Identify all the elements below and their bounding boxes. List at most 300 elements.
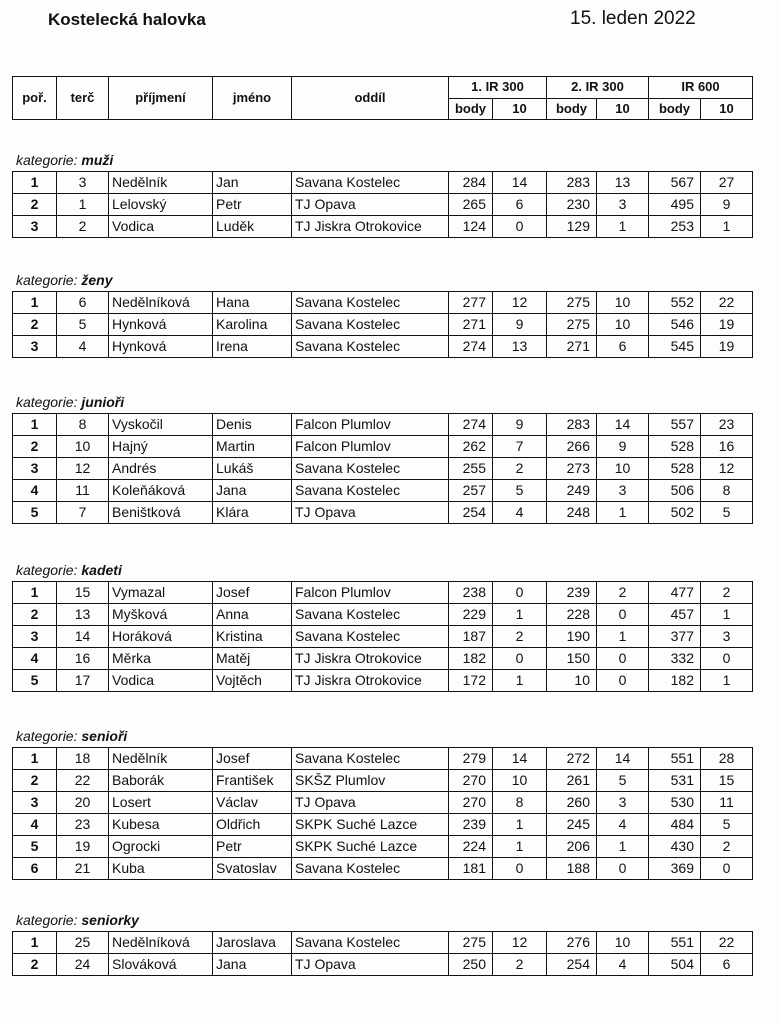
cell-ir1-body: 239 (449, 814, 493, 836)
cell-terc: 13 (57, 604, 109, 626)
cell-ir2-ten: 10 (597, 314, 649, 336)
cell-ir600-body: 557 (649, 414, 701, 436)
table-row (13, 458, 753, 480)
cell-ir1-ten: 12 (493, 292, 547, 314)
cell-oddil: Savana Kostelec (292, 858, 449, 880)
cell-por: 4 (13, 648, 57, 670)
category-table (12, 747, 753, 880)
cell-ir1-body: 182 (449, 648, 493, 670)
cell-ir600-ten: 28 (701, 748, 753, 770)
cell-ir2-body: 245 (547, 814, 597, 836)
table-row (13, 836, 753, 858)
cell-ir1-ten: 2 (493, 954, 547, 976)
cell-oddil: TJ Opava (292, 194, 449, 216)
cell-terc: 24 (57, 954, 109, 976)
cell-ir2-ten: 3 (597, 792, 649, 814)
cell-por: 2 (13, 314, 57, 336)
cell-jmeno: Hana (213, 292, 292, 314)
cell-ir2-ten: 0 (597, 604, 649, 626)
cell-ir600-ten: 0 (701, 648, 753, 670)
table-row (13, 216, 753, 238)
cell-ir600-ten: 12 (701, 458, 753, 480)
cell-terc: 17 (57, 670, 109, 692)
table-row (13, 502, 753, 524)
category-label (16, 152, 113, 168)
category-prefix: kategorie: (16, 912, 82, 928)
cell-oddil: Savana Kostelec (292, 480, 449, 502)
category-name: senioři (81, 728, 128, 744)
cell-oddil: Savana Kostelec (292, 748, 449, 770)
cell-prijmeni: Nedělníková (109, 932, 213, 954)
cell-oddil: TJ Opava (292, 502, 449, 524)
cell-ir2-body: 228 (547, 604, 597, 626)
cell-ir1-ten: 8 (493, 792, 547, 814)
cell-ir2-ten: 5 (597, 770, 649, 792)
col-header-ir600-body: body (649, 98, 701, 120)
table-row (13, 770, 753, 792)
cell-por: 2 (13, 604, 57, 626)
cell-ir1-body: 172 (449, 670, 493, 692)
cell-oddil: TJ Opava (292, 954, 449, 976)
category-name: seniorky (81, 912, 139, 928)
cell-por: 1 (13, 172, 57, 194)
cell-jmeno: Oldřich (213, 814, 292, 836)
cell-ir600-body: 477 (649, 582, 701, 604)
cell-ir2-ten: 10 (597, 932, 649, 954)
cell-terc: 21 (57, 858, 109, 880)
table-row (13, 858, 753, 880)
cell-por: 5 (13, 670, 57, 692)
cell-oddil: TJ Jiskra Otrokovice (292, 216, 449, 238)
cell-terc: 15 (57, 582, 109, 604)
cell-ir2-ten: 10 (597, 292, 649, 314)
cell-prijmeni: Lelovský (109, 194, 213, 216)
cell-prijmeni: Nedělník (109, 172, 213, 194)
cell-ir1-ten: 2 (493, 626, 547, 648)
cell-ir1-body: 284 (449, 172, 493, 194)
category-table (12, 291, 753, 358)
cell-ir600-body: 369 (649, 858, 701, 880)
cell-jmeno: Svatoslav (213, 858, 292, 880)
cell-prijmeni: Měrka (109, 648, 213, 670)
col-header-oddil: oddíl (292, 77, 449, 120)
cell-ir2-ten: 4 (597, 954, 649, 976)
table-row (13, 194, 753, 216)
cell-ir1-ten: 0 (493, 216, 547, 238)
cell-por: 6 (13, 858, 57, 880)
cell-ir1-ten: 1 (493, 836, 547, 858)
table-row (13, 814, 753, 836)
cell-ir1-body: 257 (449, 480, 493, 502)
cell-por: 3 (13, 336, 57, 358)
cell-ir1-ten: 0 (493, 582, 547, 604)
cell-terc: 20 (57, 792, 109, 814)
cell-ir1-body: 277 (449, 292, 493, 314)
cell-ir2-body: 260 (547, 792, 597, 814)
cell-ir600-body: 545 (649, 336, 701, 358)
cell-prijmeni: Ogrocki (109, 836, 213, 858)
category-name: kadeti (81, 562, 122, 578)
cell-ir1-ten: 10 (493, 770, 547, 792)
cell-ir2-body: 273 (547, 458, 597, 480)
cell-ir1-ten: 14 (493, 172, 547, 194)
cell-terc: 6 (57, 292, 109, 314)
cell-ir1-body: 229 (449, 604, 493, 626)
cell-ir2-ten: 14 (597, 748, 649, 770)
cell-oddil: SKŠZ Plumlov (292, 770, 449, 792)
cell-ir1-ten: 13 (493, 336, 547, 358)
cell-ir2-body: 10 (547, 670, 597, 692)
cell-oddil: TJ Jiskra Otrokovice (292, 648, 449, 670)
category-label (16, 912, 139, 928)
cell-terc: 11 (57, 480, 109, 502)
cell-ir600-body: 377 (649, 626, 701, 648)
table-row (13, 436, 753, 458)
cell-ir600-ten: 2 (701, 582, 753, 604)
cell-ir600-body: 528 (649, 458, 701, 480)
cell-ir600-ten: 6 (701, 954, 753, 976)
cell-por: 1 (13, 582, 57, 604)
cell-ir1-body: 238 (449, 582, 493, 604)
cell-por: 5 (13, 502, 57, 524)
table-row (13, 748, 753, 770)
cell-ir600-ten: 15 (701, 770, 753, 792)
cell-por: 1 (13, 414, 57, 436)
cell-prijmeni: Slováková (109, 954, 213, 976)
cell-ir2-body: 283 (547, 172, 597, 194)
cell-oddil: TJ Jiskra Otrokovice (292, 670, 449, 692)
cell-ir600-ten: 9 (701, 194, 753, 216)
cell-ir600-body: 457 (649, 604, 701, 626)
cell-jmeno: Klára (213, 502, 292, 524)
cell-prijmeni: Hajný (109, 436, 213, 458)
cell-terc: 10 (57, 436, 109, 458)
cell-por: 2 (13, 194, 57, 216)
cell-ir2-body: 249 (547, 480, 597, 502)
table-row (13, 480, 753, 502)
cell-ir1-body: 279 (449, 748, 493, 770)
cell-jmeno: Matěj (213, 648, 292, 670)
cell-ir600-ten: 19 (701, 314, 753, 336)
cell-prijmeni: Vymazal (109, 582, 213, 604)
cell-prijmeni: Beništková (109, 502, 213, 524)
category-name: ženy (81, 272, 113, 288)
category-table (12, 171, 753, 238)
category-prefix: kategorie: (16, 152, 82, 168)
table-row (13, 172, 753, 194)
cell-prijmeni: Vodica (109, 216, 213, 238)
cell-ir1-ten: 0 (493, 858, 547, 880)
cell-por: 1 (13, 292, 57, 314)
cell-por: 2 (13, 436, 57, 458)
category-prefix: kategorie: (16, 728, 82, 744)
table-row (13, 648, 753, 670)
cell-ir600-body: 430 (649, 836, 701, 858)
cell-ir600-body: 551 (649, 932, 701, 954)
category-prefix: kategorie: (16, 394, 82, 410)
cell-ir1-ten: 4 (493, 502, 547, 524)
cell-oddil: SKPK Suché Lazce (292, 814, 449, 836)
cell-prijmeni: Nedělník (109, 748, 213, 770)
cell-terc: 7 (57, 502, 109, 524)
table-row (13, 292, 753, 314)
cell-ir1-ten: 14 (493, 748, 547, 770)
cell-jmeno: Luděk (213, 216, 292, 238)
cell-ir2-ten: 4 (597, 814, 649, 836)
cell-ir1-body: 271 (449, 314, 493, 336)
cell-ir600-ten: 16 (701, 436, 753, 458)
cell-ir600-ten: 22 (701, 292, 753, 314)
cell-oddil: Falcon Plumlov (292, 414, 449, 436)
cell-jmeno: Josef (213, 748, 292, 770)
cell-ir600-body: 332 (649, 648, 701, 670)
cell-jmeno: Václav (213, 792, 292, 814)
cell-oddil: Savana Kostelec (292, 292, 449, 314)
cell-ir2-ten: 1 (597, 626, 649, 648)
cell-prijmeni: Nedělníková (109, 292, 213, 314)
cell-ir600-ten: 5 (701, 502, 753, 524)
cell-ir600-body: 531 (649, 770, 701, 792)
cell-ir2-ten: 1 (597, 216, 649, 238)
cell-terc: 25 (57, 932, 109, 954)
cell-ir600-ten: 2 (701, 836, 753, 858)
cell-jmeno: Jana (213, 954, 292, 976)
cell-ir600-body: 506 (649, 480, 701, 502)
cell-terc: 22 (57, 770, 109, 792)
cell-ir600-ten: 1 (701, 604, 753, 626)
cell-ir2-body: 283 (547, 414, 597, 436)
cell-prijmeni: Myšková (109, 604, 213, 626)
cell-jmeno: Anna (213, 604, 292, 626)
cell-ir2-ten: 14 (597, 414, 649, 436)
cell-ir2-ten: 0 (597, 858, 649, 880)
cell-ir600-body: 253 (649, 216, 701, 238)
cell-ir600-body: 567 (649, 172, 701, 194)
cell-ir2-ten: 6 (597, 336, 649, 358)
cell-ir2-body: 275 (547, 314, 597, 336)
cell-ir2-ten: 1 (597, 502, 649, 524)
category-table (12, 931, 753, 976)
cell-ir600-body: 528 (649, 436, 701, 458)
category-table (12, 581, 753, 692)
cell-ir2-body: 266 (547, 436, 597, 458)
col-header-ir600: IR 600 (649, 77, 753, 99)
table-row (13, 670, 753, 692)
cell-ir2-body: 271 (547, 336, 597, 358)
cell-por: 4 (13, 814, 57, 836)
cell-terc: 1 (57, 194, 109, 216)
cell-terc: 8 (57, 414, 109, 436)
table-row (13, 932, 753, 954)
cell-ir2-body: 150 (547, 648, 597, 670)
cell-jmeno: Josef (213, 582, 292, 604)
cell-ir2-body: 188 (547, 858, 597, 880)
cell-ir1-body: 124 (449, 216, 493, 238)
cell-prijmeni: Hynková (109, 314, 213, 336)
cell-ir2-body: 129 (547, 216, 597, 238)
cell-ir600-ten: 27 (701, 172, 753, 194)
cell-ir2-body: 248 (547, 502, 597, 524)
cell-ir600-ten: 8 (701, 480, 753, 502)
cell-ir1-body: 274 (449, 336, 493, 358)
table-row (13, 336, 753, 358)
cell-ir1-body: 274 (449, 414, 493, 436)
cell-oddil: Savana Kostelec (292, 932, 449, 954)
cell-ir2-ten: 2 (597, 582, 649, 604)
col-header-ir600-ten: 10 (701, 98, 753, 120)
cell-ir1-body: 181 (449, 858, 493, 880)
cell-prijmeni: Vodica (109, 670, 213, 692)
cell-oddil: Savana Kostelec (292, 172, 449, 194)
cell-jmeno: Martin (213, 436, 292, 458)
cell-ir2-body: 239 (547, 582, 597, 604)
table-row (13, 792, 753, 814)
col-header-ir2-body: body (547, 98, 597, 120)
cell-oddil: Savana Kostelec (292, 458, 449, 480)
cell-ir2-body: 254 (547, 954, 597, 976)
cell-ir2-ten: 0 (597, 670, 649, 692)
cell-ir2-body: 275 (547, 292, 597, 314)
table-row (13, 954, 753, 976)
cell-terc: 12 (57, 458, 109, 480)
cell-ir600-body: 504 (649, 954, 701, 976)
cell-ir600-body: 182 (649, 670, 701, 692)
cell-ir600-body: 530 (649, 792, 701, 814)
table-row (13, 604, 753, 626)
cell-por: 3 (13, 792, 57, 814)
document-title: Kostelecká halovka (48, 10, 206, 29)
col-header-ir1-ten: 10 (493, 98, 547, 120)
col-header-jmeno: jméno (213, 77, 292, 120)
cell-ir2-ten: 3 (597, 480, 649, 502)
cell-jmeno: Lukáš (213, 458, 292, 480)
table-row (13, 626, 753, 648)
col-header-por: poř. (13, 77, 57, 120)
cell-ir1-body: 255 (449, 458, 493, 480)
cell-ir2-ten: 10 (597, 458, 649, 480)
cell-oddil: TJ Opava (292, 792, 449, 814)
cell-ir1-body: 265 (449, 194, 493, 216)
cell-por: 1 (13, 748, 57, 770)
cell-por: 3 (13, 626, 57, 648)
col-header-prijmeni: příjmení (109, 77, 213, 120)
cell-ir600-body: 552 (649, 292, 701, 314)
cell-ir600-body: 551 (649, 748, 701, 770)
cell-ir1-ten: 1 (493, 604, 547, 626)
cell-ir600-body: 495 (649, 194, 701, 216)
cell-jmeno: Irena (213, 336, 292, 358)
cell-por: 4 (13, 480, 57, 502)
category-label (16, 562, 122, 578)
table-row (13, 314, 753, 336)
table-row (13, 582, 753, 604)
cell-ir1-ten: 9 (493, 314, 547, 336)
column-header-table (12, 76, 753, 120)
category-table (12, 413, 753, 524)
cell-ir600-body: 546 (649, 314, 701, 336)
cell-oddil: Falcon Plumlov (292, 436, 449, 458)
cell-prijmeni: Losert (109, 792, 213, 814)
cell-ir2-body: 261 (547, 770, 597, 792)
col-header-ir1-body: body (449, 98, 493, 120)
cell-oddil: Savana Kostelec (292, 336, 449, 358)
cell-terc: 4 (57, 336, 109, 358)
cell-terc: 14 (57, 626, 109, 648)
cell-prijmeni: Kubesa (109, 814, 213, 836)
cell-prijmeni: Hynková (109, 336, 213, 358)
cell-ir1-body: 224 (449, 836, 493, 858)
cell-ir1-ten: 1 (493, 814, 547, 836)
cell-jmeno: Jaroslava (213, 932, 292, 954)
cell-terc: 19 (57, 836, 109, 858)
cell-jmeno: Vojtěch (213, 670, 292, 692)
cell-ir2-body: 230 (547, 194, 597, 216)
table-row (13, 414, 753, 436)
category-prefix: kategorie: (16, 562, 82, 578)
cell-prijmeni: Kuba (109, 858, 213, 880)
cell-ir1-ten: 12 (493, 932, 547, 954)
cell-por: 3 (13, 458, 57, 480)
col-header-terc: terč (57, 77, 109, 120)
document-date: 15. leden 2022 (570, 8, 696, 29)
cell-ir2-ten: 13 (597, 172, 649, 194)
cell-ir1-ten: 6 (493, 194, 547, 216)
cell-por: 5 (13, 836, 57, 858)
cell-ir2-ten: 3 (597, 194, 649, 216)
cell-terc: 16 (57, 648, 109, 670)
cell-jmeno: František (213, 770, 292, 792)
cell-oddil: SKPK Suché Lazce (292, 836, 449, 858)
cell-ir1-ten: 5 (493, 480, 547, 502)
cell-ir600-body: 502 (649, 502, 701, 524)
cell-ir1-body: 275 (449, 932, 493, 954)
cell-ir1-ten: 0 (493, 648, 547, 670)
cell-jmeno: Denis (213, 414, 292, 436)
category-prefix: kategorie: (16, 272, 82, 288)
cell-prijmeni: Koleňáková (109, 480, 213, 502)
cell-jmeno: Petr (213, 836, 292, 858)
cell-por: 2 (13, 770, 57, 792)
category-label (16, 394, 124, 410)
cell-ir1-ten: 9 (493, 414, 547, 436)
category-label (16, 728, 127, 744)
cell-ir600-body: 484 (649, 814, 701, 836)
col-header-ir2: 2. IR 300 (547, 77, 649, 99)
cell-jmeno: Jana (213, 480, 292, 502)
cell-prijmeni: Horáková (109, 626, 213, 648)
cell-ir600-ten: 11 (701, 792, 753, 814)
cell-terc: 3 (57, 172, 109, 194)
cell-ir1-body: 262 (449, 436, 493, 458)
cell-por: 1 (13, 932, 57, 954)
cell-prijmeni: Andrés (109, 458, 213, 480)
cell-ir600-ten: 1 (701, 670, 753, 692)
cell-oddil: Savana Kostelec (292, 604, 449, 626)
cell-ir2-body: 276 (547, 932, 597, 954)
cell-terc: 18 (57, 748, 109, 770)
cell-ir1-ten: 7 (493, 436, 547, 458)
cell-terc: 5 (57, 314, 109, 336)
cell-ir1-ten: 2 (493, 458, 547, 480)
cell-prijmeni: Baborák (109, 770, 213, 792)
cell-oddil: Savana Kostelec (292, 314, 449, 336)
cell-ir600-ten: 23 (701, 414, 753, 436)
cell-terc: 2 (57, 216, 109, 238)
cell-ir2-body: 190 (547, 626, 597, 648)
cell-por: 3 (13, 216, 57, 238)
col-header-ir2-ten: 10 (597, 98, 649, 120)
cell-ir1-ten: 1 (493, 670, 547, 692)
